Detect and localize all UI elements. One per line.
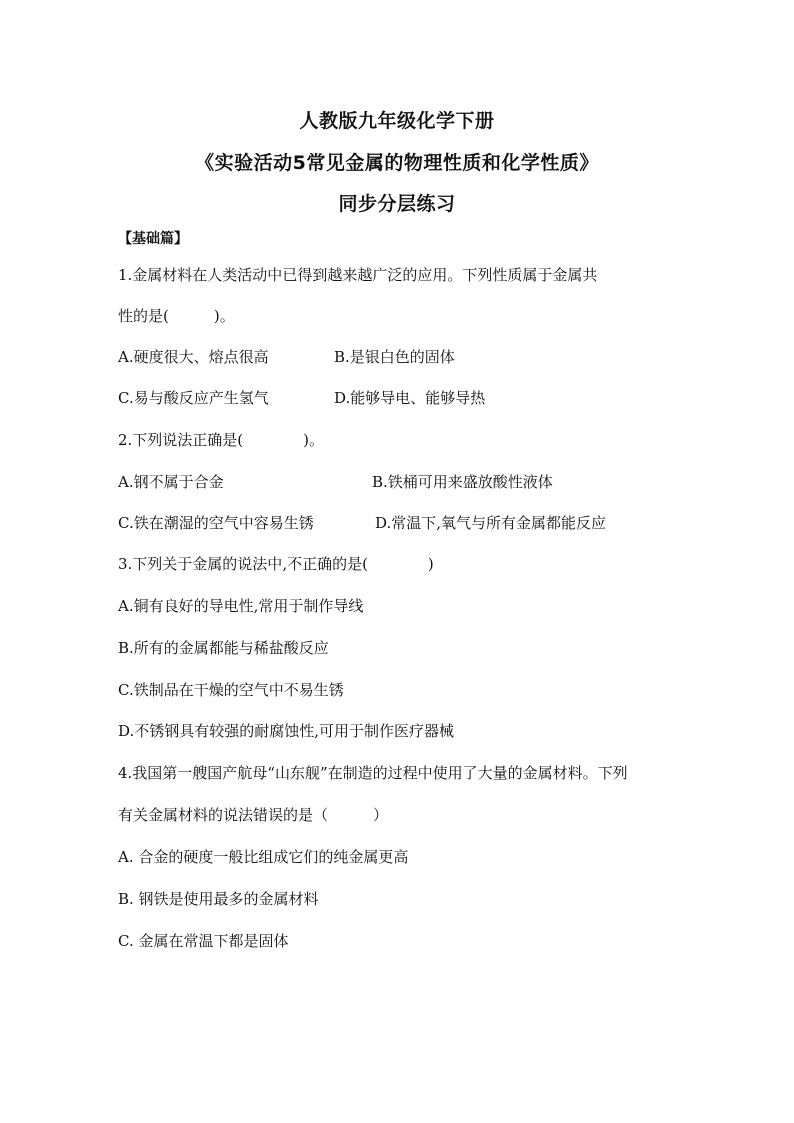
question-1-option-b: B.是银白色的固体 [334, 348, 455, 366]
section-label-basic: 【基础篇】 [118, 231, 188, 247]
question-2-option-d: D.常温下,氧气与所有金属都能反应 [375, 514, 607, 532]
question-3-option-a: A.铜有良好的导电性,常用于制作导线 [118, 597, 364, 615]
question-4-stem-line-2: 有关金属材料的说法错误的是（ ） [118, 806, 389, 824]
document-title: 人教版九年级化学下册 [299, 110, 495, 132]
question-3-option-c: C.铁制品在干燥的空气中不易生锈 [118, 681, 344, 699]
question-1-stem-line-2: 性的是( )。 [118, 307, 235, 325]
question-4-option-c: C. 金属在常温下都是固体 [118, 932, 289, 950]
question-2-option-a: A.钢不属于合金 [118, 473, 224, 491]
question-4-option-a: A. 合金的硬度一般比组成它们的纯金属更高 [118, 848, 409, 866]
document-subtitle-2: 同步分层练习 [338, 193, 456, 215]
document-subtitle: 《实验活动5常见金属的物理性质和化学性质》 [195, 152, 599, 174]
question-1-option-d: D.能够导电、能够导热 [334, 389, 486, 407]
question-4-stem-line-1: 4.我国第一艘国产航母“山东舰”在制造的过程中使用了大量的金属材料。下列 [118, 764, 628, 782]
question-2-option-b: B.铁桶可用来盛放酸性液体 [372, 473, 553, 491]
question-1-option-c: C.易与酸反应产生氢气 [118, 389, 269, 407]
question-1-option-a: A.硬度很大、熔点很高 [118, 348, 269, 366]
question-3-option-b: B.所有的金属都能与稀盐酸反应 [118, 639, 329, 657]
question-3-stem: 3.下列关于金属的说法中,不正确的是( ) [118, 555, 434, 573]
question-2-option-c: C.铁在潮湿的空气中容易生锈 [118, 514, 314, 532]
question-1-stem-line-1: 1.金属材料在人类活动中已得到越来越广泛的应用。下列性质属于金属共 [118, 266, 598, 284]
question-3-option-d: D.不锈钢具有较强的耐腐蚀性,可用于制作医疗器械 [118, 722, 455, 740]
question-2-stem: 2.下列说法正确是( )。 [118, 431, 325, 449]
question-4-option-b: B. 钢铁是使用最多的金属材料 [118, 890, 319, 908]
